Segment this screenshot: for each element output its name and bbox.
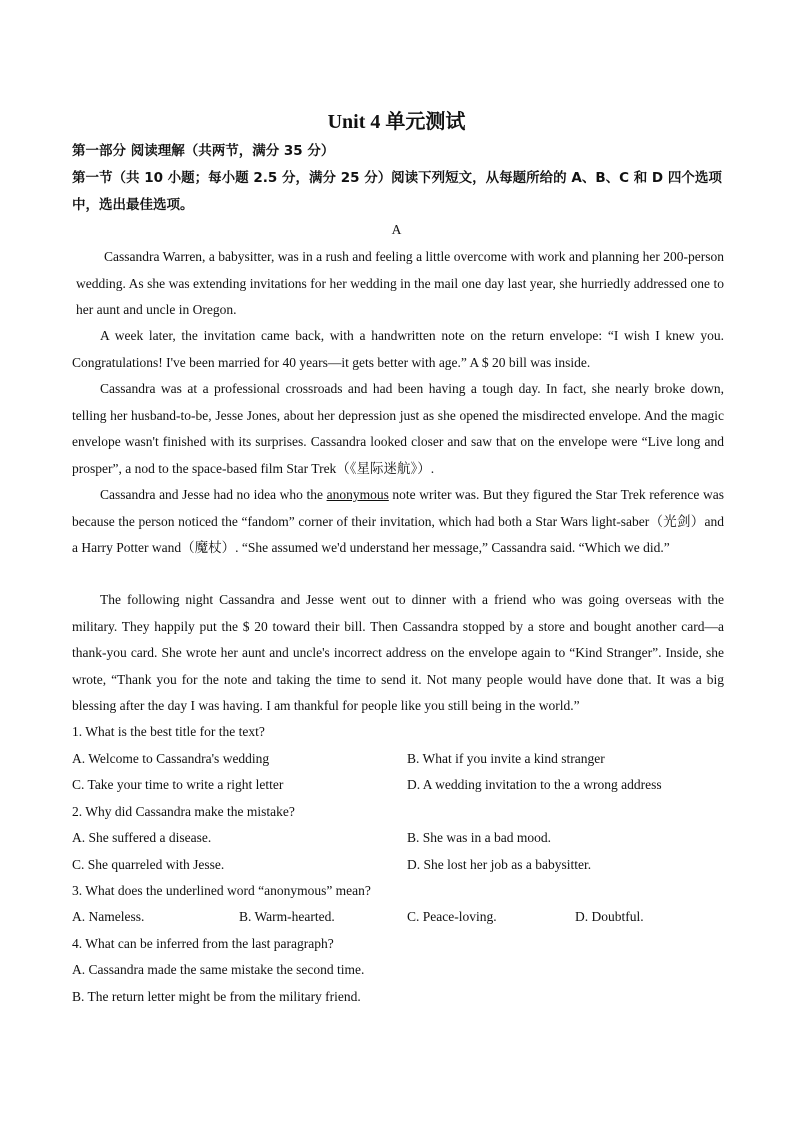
page-title: Unit 4 单元测试 <box>327 111 466 133</box>
question-2: 2. Why did Cassandra make the mistake? <box>72 804 295 819</box>
q4-option-a[interactable]: A. Cassandra made the same mistake the second time. <box>72 962 365 977</box>
question-4: 4. What can be inferred from the last paragraph? <box>72 936 334 951</box>
q1-option-d[interactable]: D. A wedding invitation to the a wrong address <box>407 777 662 792</box>
paragraph-4 <box>72 482 724 562</box>
paragraph-1: Cassandra Warren, a babysitter, was in a rush and feeling a little overcome with work and planning her 200-person wedding. As she was extending invitations for her wedding in the mail one day last year, she hurriedly addressed one to her aunt and uncle in Oregon. <box>76 249 724 317</box>
underlined-word: anonymous <box>326 487 389 502</box>
section-heading: 第一部分 阅读理解（共两节，满分 35 分） <box>72 143 335 159</box>
q2-option-b[interactable]: B. She was in a bad mood. <box>407 830 551 845</box>
q2-option-d[interactable]: D. She lost her job as a babysitter. <box>407 857 592 872</box>
passage-label: A <box>391 222 402 237</box>
q3-option-c[interactable]: C. Peace-loving. <box>407 909 497 924</box>
paragraph-5: The following night Cassandra and Jesse went out to dinner with a friend who was going overseas with the military. They happily put the $ 20 toward their bill. Then Cassandra stopped by a store and bought another card—a thank-you card. She wrote her aunt and uncle's incorrect address on the envelope again to “Kind Stranger”. Inside, she wrote, “Thank you for the note and taking the time to send it. Not many people would have done that. It was a big blessing after the day I was having. I am thankful for people like you still being in the world.” <box>72 592 724 713</box>
paragraph-4-text-a: Cassandra and Jesse had no idea who the <box>100 487 327 502</box>
q2-option-a[interactable]: A. She suffered a disease. <box>72 830 212 845</box>
q2-option-c[interactable]: C. She quarreled with Jesse. <box>72 857 225 872</box>
section-instructions: 第一节（共 10 小题；每小题 2.5 分，满分 25 分）阅读下列短文，从每题所给的 A、B、C 和 D 四个选项中，选出最佳选项。 <box>72 170 722 213</box>
q1-option-a[interactable]: A. Welcome to Cassandra's wedding <box>72 751 270 766</box>
q1-option-c[interactable]: C. Take your time to write a right letter <box>72 777 284 792</box>
paragraph-2: A week later, the invitation came back, with a handwritten note on the return envelope: “I wish I knew you. Congratulations! I've been married for 40 years—it gets better with age.” A $ 20 bill was inside. <box>72 328 724 370</box>
q3-option-a[interactable]: A. Nameless. <box>72 909 145 924</box>
paragraph-3: Cassandra was at a professional crossroads and had been having a tough day. In fact, she nearly broke down, telling her husband-to-be, Jesse Jones, about her depression just as she opened the misdirected envelope. And the magic envelope wasn't finished with its surprises. Cassandra looked closer and saw that on the envelope were “Live long and prosper”, a nod to the space-based film Star Trek（《星际迷航》）. <box>72 381 724 476</box>
question-3: 3. What does the underlined word “anonymous” mean? <box>72 883 371 898</box>
question-1: 1. What is the best title for the text? <box>72 724 265 739</box>
q3-option-d[interactable]: D. Doubtful. <box>575 909 644 924</box>
q4-option-b[interactable]: B. The return letter might be from the military friend. <box>72 989 361 1004</box>
paragraph-4-text-b: note writer was. But they figured the Star Trek reference was because the person noticed the “fandom” corner of their invitation, which had both a Star Wars light-saber（光剑）and a Harry Potter wand（魔杖）. “She assumed we'd understand her message,” Cassandra said. “Which we did.” <box>72 487 724 555</box>
q3-option-b[interactable]: B. Warm-hearted. <box>239 909 335 924</box>
q1-option-b[interactable]: B. What if you invite a kind stranger <box>407 751 605 766</box>
